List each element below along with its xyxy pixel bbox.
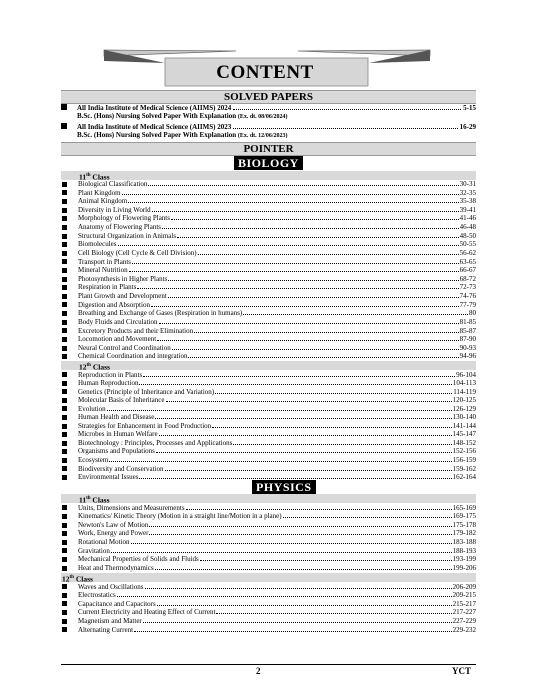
toc-entry-label: Plant Kingdom [78, 188, 121, 197]
exam-date: (Ex. dt. 12/06/2023) [237, 133, 288, 139]
toc-entry-label: Ecosystem [78, 456, 109, 464]
leader-dots [155, 413, 451, 419]
leader-dots [186, 504, 452, 510]
toc-entry[interactable] [61, 529, 476, 538]
square-bullet-icon [62, 540, 67, 545]
toc-entry[interactable] [61, 564, 476, 573]
toc-entry-label: Human Health and Disease [78, 413, 155, 422]
toc-entry[interactable] [61, 371, 476, 380]
square-bullet-icon [62, 242, 67, 247]
toc-entry-label: Heat and Thermodynamics [78, 563, 154, 572]
solved-paper-title: All India Institute of Medical Science (AIIMS) 2023 [77, 123, 232, 131]
toc-entry-pages: 74-76 [459, 292, 476, 301]
square-bullet-icon [62, 505, 67, 510]
toc-entry-label: Units, Dimensions and Measurements [78, 503, 185, 512]
square-bullet-icon [62, 268, 67, 273]
square-bullet-icon [62, 531, 67, 536]
toc-entry-pages: 126-129 [452, 404, 476, 413]
square-bullet-icon [62, 432, 67, 437]
leader-dots [188, 352, 458, 358]
toc-entry[interactable] [61, 344, 476, 353]
toc-entry-label: Reproduction in Plants [78, 370, 143, 379]
leader-dots [134, 626, 452, 632]
toc-entry-pages: 41-46 [459, 214, 476, 223]
physics-class-12-header [61, 573, 476, 582]
square-bullet-icon [62, 277, 67, 282]
toc-entry[interactable] [61, 258, 476, 267]
toc-entry-label: Neural Control and Coordination [78, 343, 171, 352]
solved-paper-title: All India Institute of Medical Science (AIIMS) 2024 [77, 104, 232, 112]
leader-dots [118, 240, 459, 246]
leader-dots [107, 405, 452, 411]
toc-entry[interactable] [61, 521, 476, 530]
toc-entry[interactable] [61, 512, 476, 521]
toc-entry-label: Transport in Plants [78, 257, 132, 266]
square-bullet-icon [62, 389, 67, 394]
leader-dots [145, 583, 452, 589]
toc-entry-pages: 215-217 [452, 599, 476, 608]
class-number: 12 [62, 574, 70, 584]
square-bullet-icon [62, 251, 67, 256]
leader-dots [166, 396, 452, 402]
square-bullet-icon [61, 104, 67, 110]
square-bullet-icon [62, 601, 67, 606]
leader-dots [168, 275, 458, 281]
toc-entry-pages: 209-215 [452, 591, 476, 600]
toc-entry[interactable] [61, 504, 476, 513]
toc-entry[interactable] [61, 405, 476, 414]
toc-entry-label: Evolution [78, 404, 106, 413]
toc-entry-label: Plant Growth and Development [78, 292, 167, 301]
square-bullet-icon [62, 458, 67, 463]
toc-entry[interactable] [61, 617, 476, 626]
leader-dots [168, 292, 459, 298]
leader-dots [200, 555, 452, 561]
square-bullet-icon [62, 259, 67, 264]
toc-entry[interactable] [61, 388, 476, 397]
toc-entry-pages: 165-169 [452, 503, 476, 512]
exam-date: (Ex. dt. 08/06/2024) [237, 114, 288, 120]
toc-entry-pages: 46-48 [459, 223, 476, 232]
toc-entry-pages: 156-159 [452, 456, 476, 464]
leader-dots [143, 371, 455, 377]
square-bullet-icon [62, 593, 67, 598]
toc-entry-pages: 229-232 [452, 625, 476, 634]
toc-entry-label: Diversity in Living World [78, 205, 151, 214]
square-bullet-icon [62, 234, 67, 239]
class-word: Class [73, 574, 93, 584]
square-bullet-icon [62, 354, 67, 359]
toc-entry[interactable] [61, 197, 476, 206]
square-bullet-icon [62, 328, 67, 333]
toc-entry[interactable] [61, 283, 476, 292]
leader-dots [109, 456, 451, 462]
toc-entry[interactable] [61, 591, 476, 600]
square-bullet-icon [62, 424, 67, 429]
footer-divider [61, 664, 476, 665]
toc-entry[interactable] [61, 309, 476, 318]
class-suffix: th [86, 173, 91, 178]
leader-dots [233, 123, 457, 129]
toc-entry-label: Animal Kingdom [78, 197, 128, 206]
toc-entry-label: Waves and Oscillations [78, 582, 144, 591]
toc-entry-pages: 80 [469, 309, 476, 318]
toc-entry-pages: 90-93 [459, 343, 476, 352]
toc-entry-label: Capacitance and Capacitors [78, 599, 156, 608]
leader-dots [215, 388, 452, 394]
toc-entry[interactable] [61, 555, 476, 564]
toc-entry-pages: 179-182 [452, 529, 476, 538]
toc-entry-label: Biotechnology : Principles, Processes and Applications [78, 438, 233, 447]
leader-dots [212, 422, 451, 428]
toc-entry-pages: 104-113 [452, 379, 476, 388]
square-bullet-icon [62, 398, 67, 403]
square-bullet-icon [62, 208, 67, 213]
solved-paper-subtitle: B.Sc. (Hons) Nursing Solved Paper With Explanation [77, 131, 237, 139]
leader-dots [139, 379, 451, 385]
toc-entry-pages: 193-199 [452, 555, 476, 564]
toc-entry[interactable] [61, 232, 476, 241]
leader-dots [132, 258, 459, 264]
toc-entry[interactable] [61, 189, 476, 198]
square-bullet-icon [62, 320, 67, 325]
toc-entry[interactable] [61, 318, 476, 327]
leader-dots [216, 608, 451, 614]
page-number: 2 [256, 666, 261, 676]
toc-entry-pages: 183-188 [452, 537, 476, 546]
toc-entry[interactable] [61, 600, 476, 609]
leader-dots [171, 214, 459, 220]
leader-dots [233, 104, 461, 110]
toc-entry-pages: 96-104 [456, 370, 476, 379]
leader-dots [152, 206, 459, 212]
toc-entry-pages: 120-125 [452, 396, 476, 405]
physics-section-title: PHYSICS [252, 480, 316, 494]
square-bullet-icon [62, 216, 67, 221]
square-bullet-icon [62, 190, 67, 195]
toc-entry[interactable] [61, 422, 476, 431]
toc-entry[interactable] [61, 335, 476, 344]
toc-entry-label: Kinematics/ Kinetic Theory (Motion in a straight line/Motion in a plane) [78, 512, 282, 521]
square-bullet-icon [62, 514, 67, 519]
toc-entry-pages: 63-65 [459, 257, 476, 266]
toc-entry-pages: 206-209 [452, 582, 476, 591]
square-bullet-icon [62, 449, 67, 454]
square-bullet-icon [62, 523, 67, 528]
toc-entry[interactable] [61, 538, 476, 547]
toc-entry[interactable] [61, 249, 476, 258]
toc-entry-pages: 72-73 [459, 283, 476, 292]
toc-entry-label: Human Reproduction [78, 379, 139, 388]
toc-entry[interactable] [61, 214, 476, 223]
class-word: Class [90, 172, 110, 182]
leader-dots [172, 344, 459, 350]
square-bullet-icon [62, 466, 67, 471]
leader-dots [117, 591, 452, 597]
toc-entry[interactable] [61, 583, 476, 592]
toc-entry-label: Respiration in Plants [78, 283, 137, 292]
toc-entry-label: Digestion and Absorption [78, 300, 150, 309]
class-number: 12 [79, 362, 87, 372]
leader-dots [122, 189, 459, 195]
leader-dots [233, 439, 451, 445]
square-bullet-icon [62, 557, 67, 562]
toc-entry-pages: 81-85 [459, 317, 476, 326]
brand-label: YCT [452, 666, 472, 676]
toc-entry-pages: 175-178 [452, 520, 476, 529]
square-bullet-icon [62, 627, 67, 632]
square-bullet-icon [62, 406, 67, 411]
biology-class-11-header [61, 171, 476, 180]
pointer-heading: POINTER [61, 142, 476, 156]
leader-dots [137, 283, 458, 289]
toc-entry-pages: 48-50 [459, 231, 476, 240]
class-word: Class [90, 495, 110, 505]
toc-entry-label: Magnetism and Matter [78, 616, 142, 625]
toc-entry[interactable] [61, 626, 476, 635]
square-bullet-icon [62, 372, 67, 377]
toc-entry[interactable] [61, 292, 476, 301]
toc-entry-label: Strategies for Enhancement in Food Production [78, 421, 212, 430]
toc-entry-pages: 169-175 [452, 512, 476, 521]
toc-entry-pages: 50-55 [459, 240, 476, 249]
toc-entry[interactable] [61, 352, 476, 361]
toc-entry-pages: 199-206 [452, 563, 476, 572]
square-bullet-icon [62, 182, 67, 187]
toc-entry-pages: 66-67 [459, 266, 476, 275]
toc-entry-pages: 30-31 [459, 180, 476, 188]
leader-dots [157, 600, 452, 606]
leader-dots [149, 529, 451, 535]
square-bullet-icon [62, 225, 67, 230]
toc-entry-pages: 217-227 [452, 608, 476, 617]
toc-entry[interactable] [61, 456, 476, 465]
toc-entry[interactable] [61, 327, 476, 336]
toc-entry-label: Rotational Motion [78, 537, 130, 546]
toc-entry[interactable] [61, 301, 476, 310]
leader-dots [159, 430, 452, 436]
square-bullet-icon [62, 584, 67, 589]
toc-entry-pages: 145-147 [452, 430, 476, 439]
toc-entry-label: Biomolecules [78, 240, 117, 249]
square-bullet-icon [62, 566, 67, 571]
square-bullet-icon [62, 199, 67, 204]
square-bullet-icon [62, 548, 67, 553]
toc-entry-label: Chemical Coordination and integration [78, 352, 188, 361]
toc-entry-label: Breathing and Exchange of Gases (Respiration in humans) [78, 309, 243, 318]
toc-entry-label: Newton's Law of Motion [78, 520, 149, 529]
toc-entry-label: Body Fluids and Circulation [78, 317, 158, 326]
toc-entry-label: Biological Classification [78, 180, 148, 188]
toc-entry-pages: 130-140 [452, 413, 476, 422]
toc-entry-pages: 141-144 [452, 421, 476, 430]
leader-dots [156, 447, 452, 453]
leader-dots [165, 465, 452, 471]
class-suffix: th [69, 575, 74, 580]
square-bullet-icon [62, 337, 67, 342]
toc-entry-label: Structural Organization in Animals [78, 231, 177, 240]
toc-entry-label: Locomotion and Movement [78, 335, 157, 344]
leader-dots [243, 309, 468, 315]
toc-entry-label: Microbes in Human Welfare [78, 430, 158, 439]
toc-entry-label: Photosynthesis in Higher Plants [78, 274, 168, 283]
solved-papers-heading: SOLVED PAPERS [61, 90, 476, 104]
leader-dots [131, 538, 452, 544]
toc-entry[interactable] [61, 608, 476, 617]
leader-dots [111, 547, 452, 553]
leader-dots [149, 521, 451, 527]
toc-entry-label: Morphology of Flowering Plants [78, 214, 170, 223]
solved-paper-subtitle: B.Sc. (Hons) Nursing Solved Paper With Explanation [77, 112, 237, 120]
square-bullet-icon [62, 302, 67, 307]
square-bullet-icon [62, 441, 67, 446]
toc-entry[interactable] [61, 396, 476, 405]
toc-entry-label: Alternating Current [78, 625, 134, 634]
toc-entry-label: Current Electricity and Heating Effect of Current [78, 608, 216, 617]
toc-entry-label: Biodiversity and Conservation [78, 464, 164, 473]
toc-entry-pages: 148-152 [452, 438, 476, 447]
leader-dots [128, 197, 458, 203]
toc-entry-label: Environmental Issues [78, 473, 139, 482]
toc-entry-pages: 39-41 [459, 205, 476, 214]
toc-entry-pages: 32-35 [459, 188, 476, 197]
toc-entry[interactable] [61, 547, 476, 556]
square-bullet-icon [62, 311, 67, 316]
toc-entry-label: Anatomy of Flowering Plants [78, 223, 162, 232]
leader-dots [177, 232, 459, 238]
leader-dots [198, 249, 459, 255]
toc-entry-pages: 159-162 [452, 464, 476, 473]
toc-entry-pages: 68-72 [459, 274, 476, 283]
toc-entry[interactable] [61, 223, 476, 232]
leader-dots [155, 564, 452, 570]
toc-entry[interactable] [61, 275, 476, 284]
leader-dots [139, 473, 451, 479]
toc-entry-label: Gravitation [78, 546, 110, 555]
toc-entry-pages: 35-38 [459, 197, 476, 206]
toc-entry[interactable] [61, 413, 476, 422]
biology-class-12-header [61, 361, 476, 370]
toc-entry-pages: 114-119 [453, 387, 476, 396]
toc-entry[interactable] [61, 465, 476, 474]
toc-entry-pages: 227-229 [452, 616, 476, 625]
toc-entry-label: Organisms and Populations [78, 447, 155, 456]
leader-dots [148, 180, 458, 186]
toc-entry-pages: 56-62 [459, 248, 476, 257]
toc-entry[interactable] [61, 447, 476, 456]
toc-entry[interactable] [61, 180, 476, 189]
page-title: CONTENT [216, 62, 314, 83]
class-suffix: th [86, 496, 91, 501]
square-bullet-icon [62, 285, 67, 290]
toc-entry-pages: 85-87 [459, 326, 476, 335]
leader-dots [283, 512, 452, 518]
toc-entry-pages: 94-96 [459, 352, 476, 361]
toc-entry-label: Molecular Basis of Inheritance [78, 396, 165, 405]
toc-entry[interactable] [61, 206, 476, 215]
class-number: 11 [79, 172, 87, 182]
toc-entry[interactable] [61, 379, 476, 388]
leader-dots [157, 335, 459, 341]
square-bullet-icon [62, 475, 67, 480]
leader-dots [162, 223, 459, 229]
square-bullet-icon [62, 381, 67, 386]
leader-dots [194, 327, 459, 333]
toc-entry-label: Cell Biology (Cell Cycle & Cell Division) [78, 248, 197, 257]
square-bullet-icon [62, 294, 67, 299]
toc-entry-pages: 152-156 [452, 447, 476, 456]
square-bullet-icon [62, 619, 67, 624]
toc-entry-pages: 188-193 [452, 546, 476, 555]
class-word: Class [90, 362, 110, 372]
class-suffix: th [86, 363, 91, 368]
leader-dots [151, 301, 459, 307]
leader-dots [159, 318, 459, 324]
leader-dots [129, 266, 459, 272]
toc-entry-label: Electrostatics [78, 591, 116, 600]
physics-class-11-header [61, 494, 476, 503]
toc-entry-label: Mineral Nutrition [78, 266, 128, 275]
toc-entry-label: Excretory Products and their Elimination [78, 326, 194, 335]
solved-paper-pages: 16-29 [459, 123, 476, 131]
toc-entry[interactable] [61, 240, 476, 249]
toc-entry-label: Work, Energy and Power [78, 529, 149, 538]
square-bullet-icon [61, 123, 67, 129]
toc-entry-label: Genetics (Principle of Inheritance and Variation) [78, 387, 215, 396]
square-bullet-icon [62, 610, 67, 615]
solved-paper-pages: 5-15 [463, 104, 476, 112]
toc-entry[interactable] [61, 430, 476, 439]
toc-entry-pages: 162-164 [452, 473, 476, 482]
toc-entry[interactable] [61, 266, 476, 275]
class-number: 11 [79, 495, 87, 505]
square-bullet-icon [62, 346, 67, 351]
toc-entry-label: Mechanical Properties of Solids and Fluids [78, 555, 199, 564]
toc-entry-pages: 77-79 [459, 300, 476, 309]
square-bullet-icon [62, 415, 67, 420]
toc-entry-pages: 87-90 [459, 335, 476, 344]
leader-dots [143, 617, 452, 623]
toc-entry[interactable] [61, 439, 476, 448]
biology-section-title: BIOLOGY [234, 156, 303, 170]
